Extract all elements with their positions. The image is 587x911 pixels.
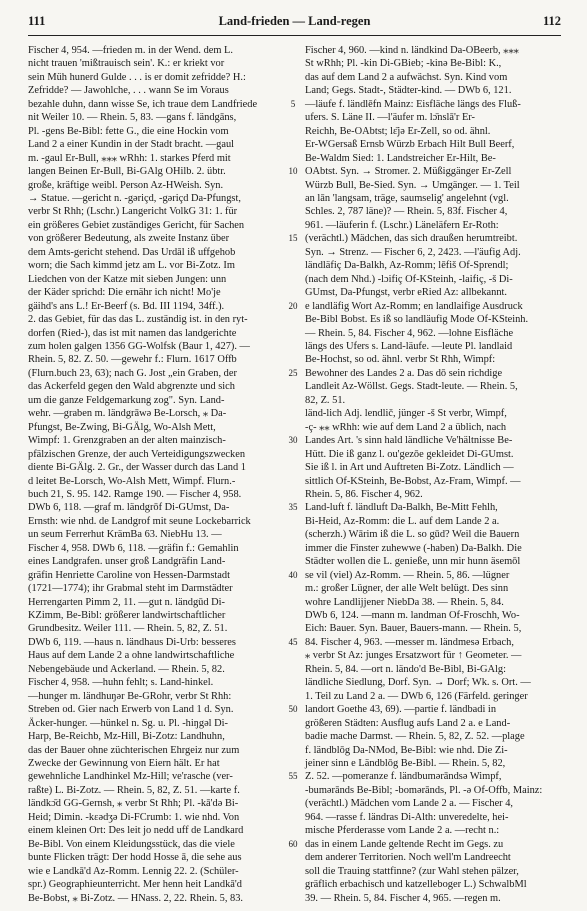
text-line: Rhein. 5, 84. —ort n. ländo'd Be-Bibl, Bi-GAlg: xyxy=(305,663,507,675)
text-line: immer die Finster zuhewwe (-haben) Da-Balkh. Die xyxy=(305,542,522,554)
text-line: —hunger m. ländhuŋər Be-GRohr, verbr St Rhh: xyxy=(28,690,232,702)
text-line: Pfungst, Be-Zwing, Bi-GÄlg, Wo-Alsh Mett, xyxy=(28,421,216,433)
text-line: mische Pferderasse vom Lande 2 a. —recht n.: xyxy=(305,825,500,837)
text-line: Landes Art. 's sinn hald ländliche Ve'hältnisse Be- xyxy=(305,435,513,447)
text-line: Fischer 4, 958. —huhn fehlt; s. Land-hinkel. xyxy=(28,677,214,689)
text-line: das Ackerfeld gegen den Wald abgrenzte und sich xyxy=(28,381,235,393)
text-line: sein Müh hunerd Gulde . . . is er domit zefridde? H.: xyxy=(28,71,246,83)
text-line: Herrengarten Pimm 2, 11. —gut n. ländgūd Di- xyxy=(28,596,226,608)
text-line: bezahle duhn, dann wisse Se, ich traue dem Landfriede xyxy=(28,98,258,110)
text-line: DWb 6, 118. —graf m. ländgrōf Di-GUmst, Da- xyxy=(28,502,230,514)
text-line: Land 2 a einer Kundin in der Stadt bracht. —gaul xyxy=(28,139,235,151)
text-line: Haus auf dem Lande 2 a ohne landwirtschaftliche xyxy=(28,650,235,662)
text-line: Ernsth: wie nhd. de Landgrof mit seune Lockebarrick xyxy=(28,515,251,527)
text-line: —läufe f. ländlēfn Mainz: Eisfläche längs des Fluß- xyxy=(305,98,521,110)
text-line: das auf dem Land 2 a aufwächst. Syn. Kind vom xyxy=(305,71,508,83)
text-line: 82, Z. 51. xyxy=(305,394,346,406)
text-line: Eich: Bauer. Syn. Bauer, Bauers-mann. — Rhein. 5, xyxy=(305,623,522,635)
text-line: wie e Landkā'd Az-Romm. Lennig 22. 2. (Schüler- xyxy=(28,865,239,877)
text-line: St wRhh; Pl. -kin Di-GBieb; -kinə Be-Bibl: K., xyxy=(305,58,502,70)
text-line: — Rhein. 5, 84. Fischer 4, 962. —lohne Eisfläche xyxy=(305,327,514,339)
text-line: soll die Trauing stattfinne? (zur Wahl stehen pälzer, xyxy=(305,865,519,877)
text-line: zum holen galgen 1356 GG-Wolfsk (Baur 1, 427). — xyxy=(28,340,250,352)
text-line: Sie iß l. in Art und Auftreten Bi-Zotz. Ländlich — xyxy=(305,462,514,474)
text-line: Streben od. Gier nach Erwerb von Land 1 d. Syn. xyxy=(28,704,234,716)
text-line: (verächtl.) Mädchen vom Lande 2 a. — Fischer 4, xyxy=(305,798,514,810)
text-line: landort Goethe 43, 69). —partie f. ländbadi in xyxy=(305,704,497,716)
text-line: OAbtst. Syn. → Stromer. 2. Müßiggänger Er-Zell xyxy=(305,166,512,178)
text-line: Reichh, Be-OAbtst; lɛ̄jə Er-Zell, so od. ähnl. xyxy=(305,125,491,137)
line-number: 30 xyxy=(288,435,298,446)
text-line: größeren Städten: Ausflug aufs Land 2 a. e Land- xyxy=(305,717,511,729)
line-number: 10 xyxy=(288,166,298,177)
text-line: Städter wollen die L. genieße, unn mir hunn äsemōl xyxy=(305,556,521,568)
text-line: Be-Hochst, so od. ähnl. verbr St Rhh, Wimpf: xyxy=(305,354,496,366)
running-title: Land-frieden — Land-regen xyxy=(218,14,371,28)
text-line: badie mache Darmst. — Rhein. 5, 82, Z. 52. —plage xyxy=(305,731,525,743)
text-line: ⁎ verbr St Az: junges Ersatzwort für ↑ Geometer. — xyxy=(305,650,522,662)
text-line: 2. das Gebiet, für das das L. zuständig ist. in den ryt- xyxy=(28,314,248,326)
text-line: Hütt. Die iß ganz l. ou'gezōe gekleidet Di-GUmst. xyxy=(305,448,514,460)
text-line: Z. 52. —pomeranze f. ländbumərāndsə Wimpf, xyxy=(305,771,502,783)
text-line: Liedchen von der Katze mit sieben Jungen: unn xyxy=(28,273,227,285)
text-line: Er-WGersaß Ernsb Würzb Erbach Hilt Bull Beerf, xyxy=(305,139,515,151)
text-line: länd-lich Adj. lendlič, jünger -š St verbr, Wimpf, xyxy=(305,408,507,420)
text-line: der Käder sprichd: Die ernähr ich nicht! Mo'je xyxy=(28,287,221,299)
text-line: se vil (viel) Az-Romm. — Rhein. 5, 86. —lügner xyxy=(305,569,510,581)
text-line: pfälzischen Grenze, der auch Verteidigungszwecken xyxy=(28,448,246,460)
text-line: Rhein. 5, 82. Z. 50. —gewehr f.: Flurn. 1617 Offb xyxy=(28,354,237,366)
text-line: Be-Bibl Bobst. Es iß so landläufig Mode Of-KSteinh. xyxy=(305,314,529,326)
text-line: um die ganze Feldgemarkung zog". Syn. Land- xyxy=(28,394,225,406)
line-number: 40 xyxy=(288,569,298,580)
text-line: langen Beinen Er-Bull, Bi-GAlg OHilb. 2. übtr. xyxy=(28,166,226,178)
text-line: m.: großer Lügner, der alle Welt belügt. Des sinn xyxy=(305,583,509,595)
text-line: ufers. S. Läne II. —l'äufer m. lɔ̄nslā'r Er- xyxy=(305,112,476,124)
text-line: Wimpf: 1. Grenzgraben an der alten mainzisch- xyxy=(28,435,226,447)
text-line: dem anderer Territorien. Noch well'm Landreecht xyxy=(305,852,511,864)
text-line: Heid; Dimin. -kɛədʒə Di-FCrumb: 1. wie nhd. Von xyxy=(28,811,240,823)
text-line: Syn. → Strenz. — Fischer 6, 2, 2423. —l'äufig Adj. xyxy=(305,246,521,258)
text-line: große, kräftige weibl. Person Az-HWeish. Syn. xyxy=(28,179,224,191)
text-line: buch 21, S. 95. 142. Ramge 190. — Fischer 4, 958. xyxy=(28,488,242,500)
text-line: d leitet Be-Lorsch, Wo-Alsh Mett, Wimpf. Flurn.- xyxy=(28,475,236,487)
text-line: Landleit Az-Wöllst. Gegs. Stadt-leute. — Rhein. 5, xyxy=(305,381,518,393)
text-line: (verächtl.) Mädchen, das sich draußen herumtreibt. xyxy=(305,233,518,245)
text-line: gräflich erbachisch und katzelleboger L.) SchwalbMl xyxy=(305,879,527,891)
text-line: gräfin Henriette Caroline von Hessen-Darmstadt xyxy=(28,569,230,581)
text-line: wehr. —graben m. ländgrāwə Be-Lorsch, ⁎ Da- xyxy=(28,408,227,420)
text-line: ländliche Siedlung, Dorf. Syn. → Dorf; Wk. s. Ort. — xyxy=(305,677,531,689)
text-line: Fischer 4, 960. —kind n. ländkind Da-OBeerb, ⁎⁎⁎ xyxy=(305,45,519,56)
text-line: → Statue. —gericht n. -gəriçd, -gəriçd Da-Pfungst, xyxy=(28,192,241,204)
text-line: dorfen (Ried-), das ist mit namen das landgerichte xyxy=(28,327,237,339)
page-header xyxy=(28,14,561,34)
text-line: Pl. -gens Be-Bibl: fette G., die eine Hockin vom xyxy=(28,125,229,137)
text-line: (Flurn.buch 23, 63); nach G. Jost „ein Graben, der xyxy=(28,367,237,379)
text-line: Zwecke der Gewinnung von Eiern hält. Er hat xyxy=(28,758,220,770)
text-line: worn; die Sach kimmd jetz am L. vor Bi-Zotz. Im xyxy=(28,260,235,272)
line-number: 55 xyxy=(288,771,298,782)
text-line: das in einem Lande geltende Recht im Gegs. zu xyxy=(305,838,504,850)
text-line: raßte) L. Bi-Zotz. — Rhein. 5, 82, Z. 51. —karte f. xyxy=(28,784,240,796)
line-number: 35 xyxy=(288,502,298,513)
line-number: 5 xyxy=(290,98,296,109)
text-line: längs des Ufers s. Land-läufe. —leute Pl. landlaid xyxy=(305,340,513,352)
text-line: wohre Landlijjener NiebDa 38. — Rhein. 5, 84. xyxy=(305,596,504,608)
text-line: -ç- ⁎⁎ wRhh: wie auf dem Land 2 a üblich, nach xyxy=(305,421,507,433)
text-line: e landläfig Wort Az-Romm; en landlaifige Ausdruck xyxy=(305,300,523,312)
text-line: eines Landgrafen. unser groß Landgräfin Land- xyxy=(28,556,226,568)
text-line: jeiner sinn e Ländblōg Be-Bibl. — Rhein. 5, 82, xyxy=(305,758,506,770)
text-line: un seum Ferrerhut KrämBa 63. NiebHu 13. — xyxy=(28,529,222,541)
text-line: DWb 6, 119. —haus n. ländhaus Di-Urb: besseres xyxy=(28,636,236,648)
text-line: Be-Bibl. Von einem Kleidungsstück, das die viele xyxy=(28,838,235,850)
text-line: (nach dem Nhd.) -lɔifiç Of-KSteinh, -laifiç, -š Di- xyxy=(305,273,513,285)
text-line: Land; Gegs. Stadt-, Städter-kind. — DWb 6, 121. xyxy=(305,85,512,97)
text-line: 1. Teil zu Land 2 a. — DWb 6, 126 (Färfeld. geringer xyxy=(305,690,528,702)
text-line: Würzb Bull, Be-Sied. Syn. → Umgänger. — 1. Teil xyxy=(305,179,520,191)
line-number: 45 xyxy=(288,636,298,647)
text-line: 39. — Rhein. 5, 84. Fischer 4, 965. —regen m. xyxy=(305,892,501,904)
text-line: Harp, Be-Reichb, Mz-Hill, Bi-Zotz: Landhuhn, xyxy=(28,731,225,743)
text-line: bunte Flicken trägt: Der hodd Hosse ā, die sehe aus xyxy=(28,852,242,864)
left-column xyxy=(28,44,280,904)
text-line: das der Bauer ohne züchterischen Ehrgeiz nur zum xyxy=(28,744,240,756)
text-line: DWb 6, 124. —mann m. landman Of-Froschh, Wo- xyxy=(305,610,520,622)
right-column xyxy=(305,44,559,904)
text-line: 961. —läuferin f. (Lschr.) Läneläfern Er-Roth: xyxy=(305,219,499,231)
line-number: 15 xyxy=(288,233,298,244)
text-line: an lān 'langsam, träge, saumselig' angelehnt (vgl. xyxy=(305,192,509,204)
text-line: ein größeres Gebiet zuständiges Gericht, für Sachen xyxy=(28,219,245,231)
text-line: verbr St Rhh; (Lschr.) Langericht VolkG 31: 1. für xyxy=(28,206,238,218)
text-line: f. ländblōg Da-NMod, Be-Bibl: wie nhd. Die Zi- xyxy=(305,744,508,756)
text-line: gewehnliche Landhinkel Mz-Hill; ve'rasche (ver- xyxy=(28,771,233,783)
text-line: ländkɔ̄d GG-Gernsh, ⁎ verbr St Rhh; Pl. -kā'də Bi- xyxy=(28,798,239,810)
text-line: Bewohner des Landes 2 a. Das dō sein richdige xyxy=(305,367,503,379)
text-line: diente Bi-GÄlg. 2. Gr., der Wasser durch das Land 1 xyxy=(28,462,246,474)
text-line: einem kleinen Ort: Des leit jo nedd uff de Landkard xyxy=(28,825,244,837)
page-number-right: 112 xyxy=(542,14,561,28)
text-line: (1721—1774); ihr Grabmal steht im Darmstädter xyxy=(28,583,233,595)
text-line: nit Weiler 10. — Rhein. 5, 83. —gans f. ländgāns, xyxy=(28,112,237,124)
line-number: 50 xyxy=(288,704,298,715)
header-rule xyxy=(28,35,561,36)
text-line: spr.) Geographieunterricht. Mer henn heit Landkā'd xyxy=(28,879,242,891)
text-line: 964. —rasse f. ländras Di-Alth: unveredelte, hei- xyxy=(305,811,509,823)
text-line: von größerer Bedeutung, als zweite Instanz über xyxy=(28,233,230,245)
text-line: Be-Bobst, ⁎ Bi-Zotz. — HNass. 2, 22. Rhein. 5, 83. xyxy=(28,892,244,904)
text-line: -bumərānds Be-Bibl; -bomərānds, Pl. -ə Of-Offb, Mainz: xyxy=(305,784,543,796)
text-line: 84. Fischer 4, 963. —messer m. ländmesə Erbach, xyxy=(305,636,514,648)
text-line: dem Amts-gericht stehend. Das Urdāl iß uffgehob xyxy=(28,246,236,258)
page-number-left: 111 xyxy=(28,14,46,28)
text-line: GUmst, Da-Pfungst, verbr eRied Az: allbekannt. xyxy=(305,287,507,299)
text-line: Äcker-hunger. —hünkel n. Sg. u. Pl. -hiŋgəl Di- xyxy=(28,717,229,729)
text-line: Fischer 4, 958. DWb 6, 118. —gräfin f.: Gemahlin xyxy=(28,542,239,554)
text-line: Schles. 2, 787 läne)? — Rhein. 5, 83f. Fischer 4, xyxy=(305,206,508,218)
line-number: 60 xyxy=(288,838,298,849)
text-line: Zefridde? — Jawohlche, . . . wann Se im Voraus xyxy=(28,85,229,97)
text-line: Be-Waldm Sied: 1. Landstreicher Er-Hilt, Be- xyxy=(305,152,496,164)
text-line: Nebengebäude und Ackerland. — Rhein. 5, 82. xyxy=(28,663,225,675)
line-number: 25 xyxy=(288,367,298,378)
text-line: Fischer 4, 954. —frieden m. in der Wend. dem L. xyxy=(28,45,234,56)
text-line: Grundbesitz. Weiler 111. — Rhein. 5, 82, Z. 51. xyxy=(28,623,228,635)
text-line: Rhein. 5, 86. Fischer 4, 962. xyxy=(305,488,423,500)
text-line: m. -gaul Er-Bull, ⁎⁎⁎ wRhh: 1. starkes Pferd mit xyxy=(28,152,231,164)
text-line: (scherzh.) Wārim iß die L. so gūd? Weil die Bauern xyxy=(305,529,520,541)
text-line: gäihd's ans L.! Er-Beerf (s. Bd. III 1194, 34ff.). xyxy=(28,300,225,312)
text-line: Land-luft f. ländluft Da-Balkh, Be-Mitt Fehlh, xyxy=(305,502,498,514)
text-line: KZimm, Be-Bibl: größerer landwirtschaftlicher xyxy=(28,610,226,622)
text-line: ländläfiç Da-Balkh, Az-Romm; lēfiš Of-Sprendl; xyxy=(305,260,509,272)
text-line: sittlich Of-KSteinh, Be-Bobst, Az-Fram, Wimpf. — xyxy=(305,475,521,487)
line-number: 20 xyxy=(288,300,298,311)
text-line: Bi-Heid, Az-Romm: die L. auf dem Lande 2 a. xyxy=(305,515,500,527)
text-line: nicht trauen 'mißtrauisch sein'. K.: er kriekt vor xyxy=(28,58,225,70)
